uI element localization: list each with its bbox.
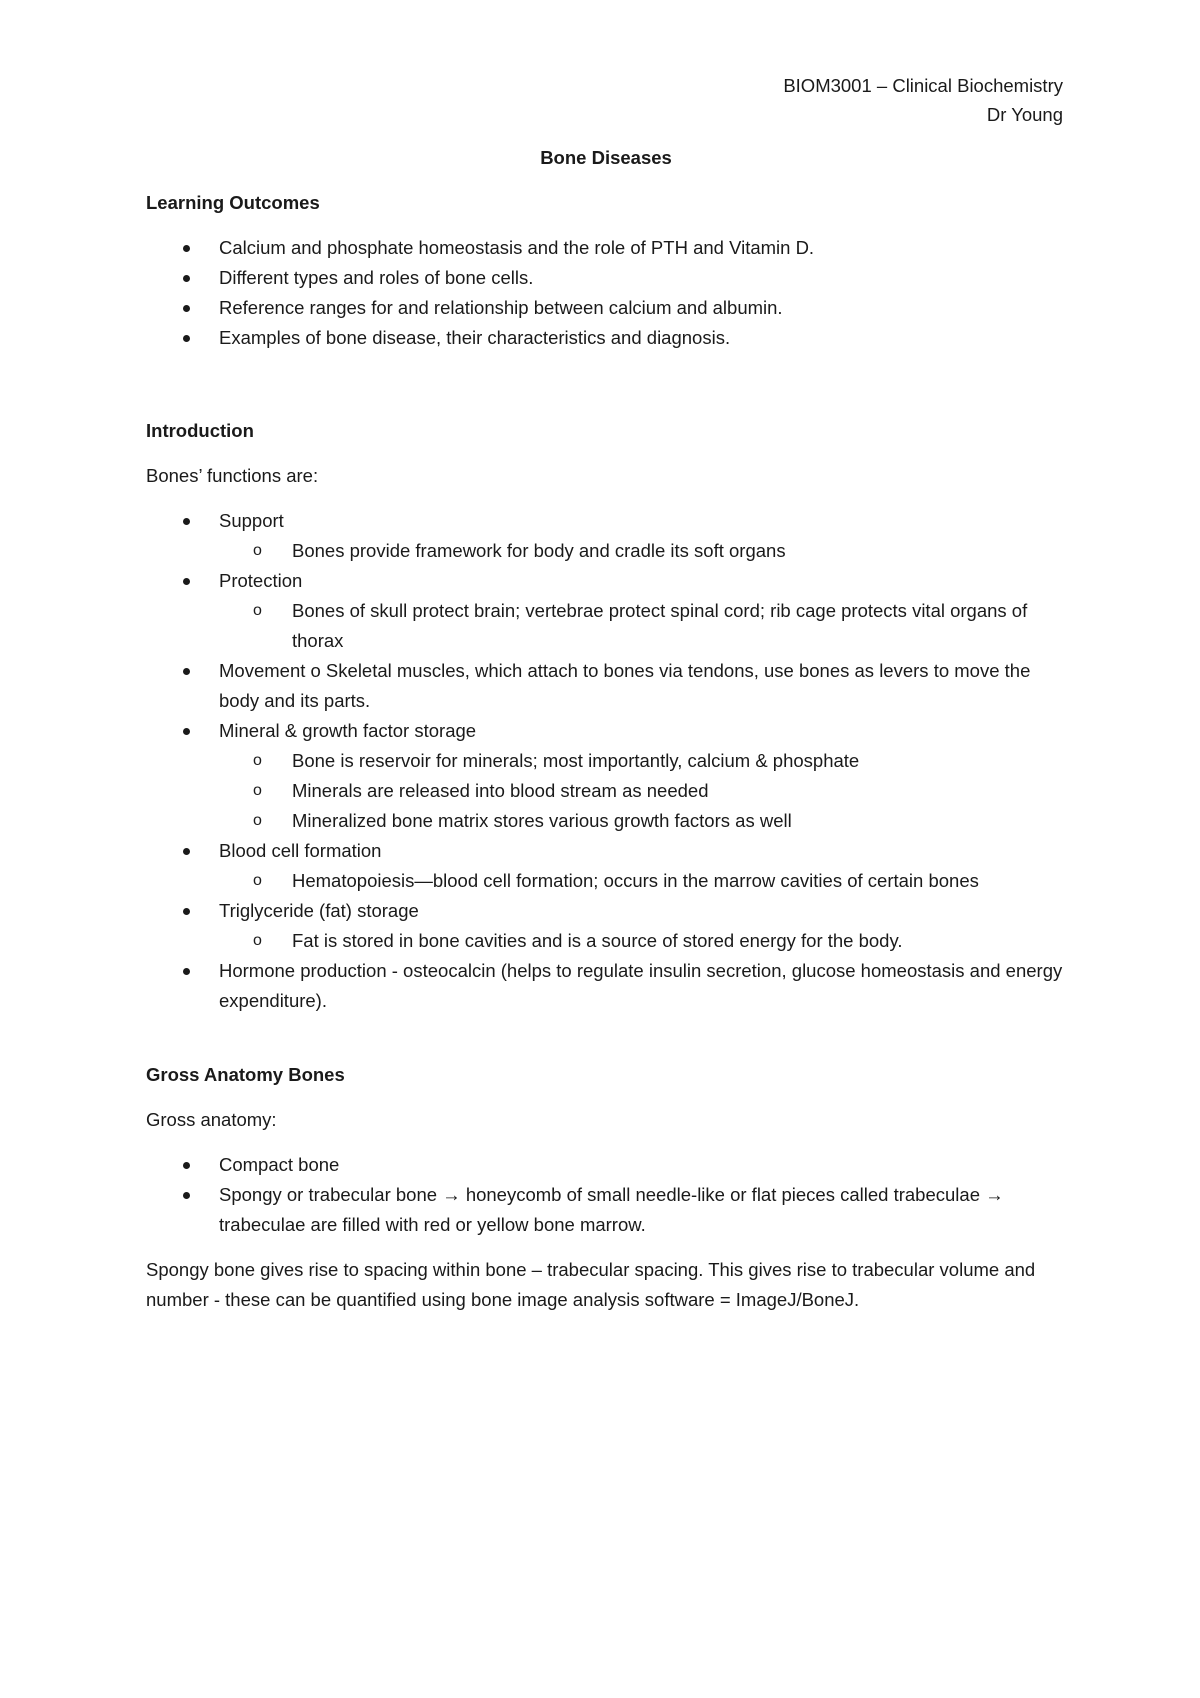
introduction-heading: Introduction	[146, 420, 254, 441]
bone-functions-list	[146, 506, 1066, 1016]
list-item: Triglyceride (fat) storage o Fat is stored in bone cavities and is a source of stored energy for the body.	[146, 896, 1066, 956]
gross-anatomy-paragraph: Spongy bone gives rise to spacing within bone – trabecular spacing. This gives rise to trabecular volume and number - these can be quantified using bone image analysis software = ImageJ/BoneJ.	[146, 1259, 1036, 1310]
gross-anatomy-heading: Gross Anatomy Bones	[146, 1064, 345, 1085]
sub-list-item: o Bone is reservoir for minerals; most importantly, calcium & phosphate	[219, 746, 1066, 776]
list-item: Reference ranges for and relationship between calcium and albumin.	[146, 293, 1066, 323]
page-title: Bone Diseases	[540, 147, 672, 168]
list-item: Movement o Skeletal muscles, which attach to bones via tendons, use bones as levers to move the body and its parts.	[146, 656, 1066, 716]
course-title: BIOM3001 – Clinical Biochemistry	[783, 75, 1063, 96]
sub-list-item: o Bones provide framework for body and cradle its soft organs	[219, 536, 1066, 566]
sub-list-item: o Fat is stored in bone cavities and is a source of stored energy for the body.	[219, 926, 1066, 956]
sub-list	[219, 926, 1066, 956]
introduction-lead: Bones’ functions are:	[146, 465, 319, 486]
sub-list	[219, 866, 1066, 896]
list-item: Different types and roles of bone cells.	[146, 263, 1066, 293]
sub-list-item: o Bones of skull protect brain; vertebrae protect spinal cord; rib cage protects vital organs of thorax	[219, 596, 1066, 656]
list-item: Examples of bone disease, their characteristics and diagnosis.	[146, 323, 1066, 353]
sub-list	[219, 536, 1066, 566]
document-body	[146, 143, 1066, 1315]
list-item: Hormone production - osteocalcin (helps to regulate insulin secretion, glucose homeostasis and energy expenditure).	[146, 956, 1066, 1016]
list-item: Calcium and phosphate homeostasis and the role of PTH and Vitamin D.	[146, 233, 1066, 263]
learning-outcomes-heading: Learning Outcomes	[146, 192, 320, 213]
lecturer-name: Dr Young	[986, 104, 1063, 125]
list-item: Spongy or trabecular bone → honeycomb of small needle-like or flat pieces called trabeculae → trabeculae are filled with red or yellow bone marrow.	[146, 1180, 1066, 1240]
document-header	[783, 71, 1063, 129]
sub-list	[219, 746, 1066, 836]
list-item: Support o Bones provide framework for body and cradle its soft organs	[146, 506, 1066, 566]
list-item: Mineral & growth factor storage o Bone is reservoir for minerals; most importantly, calcium & phosphate o Minerals are released into blood stream as needed o Mineralized bone matrix stores various growth factors as well	[146, 716, 1066, 836]
sub-list-item: o Minerals are released into blood stream as needed	[219, 776, 1066, 806]
list-item: Protection o Bones of skull protect brain; vertebrae protect spinal cord; rib cage protects vital organs of thorax	[146, 566, 1066, 656]
sub-list	[219, 596, 1066, 656]
gross-anatomy-lead: Gross anatomy:	[146, 1109, 277, 1130]
list-item: Compact bone	[146, 1150, 1066, 1180]
list-item: Blood cell formation o Hematopoiesis—blood cell formation; occurs in the marrow cavities of certain bones	[146, 836, 1066, 896]
learning-outcomes-list	[146, 233, 1066, 353]
sub-list-item: o Mineralized bone matrix stores various growth factors as well	[219, 806, 1066, 836]
sub-list-item: o Hematopoiesis—blood cell formation; occurs in the marrow cavities of certain bones	[219, 866, 1066, 896]
gross-anatomy-list	[146, 1150, 1066, 1240]
